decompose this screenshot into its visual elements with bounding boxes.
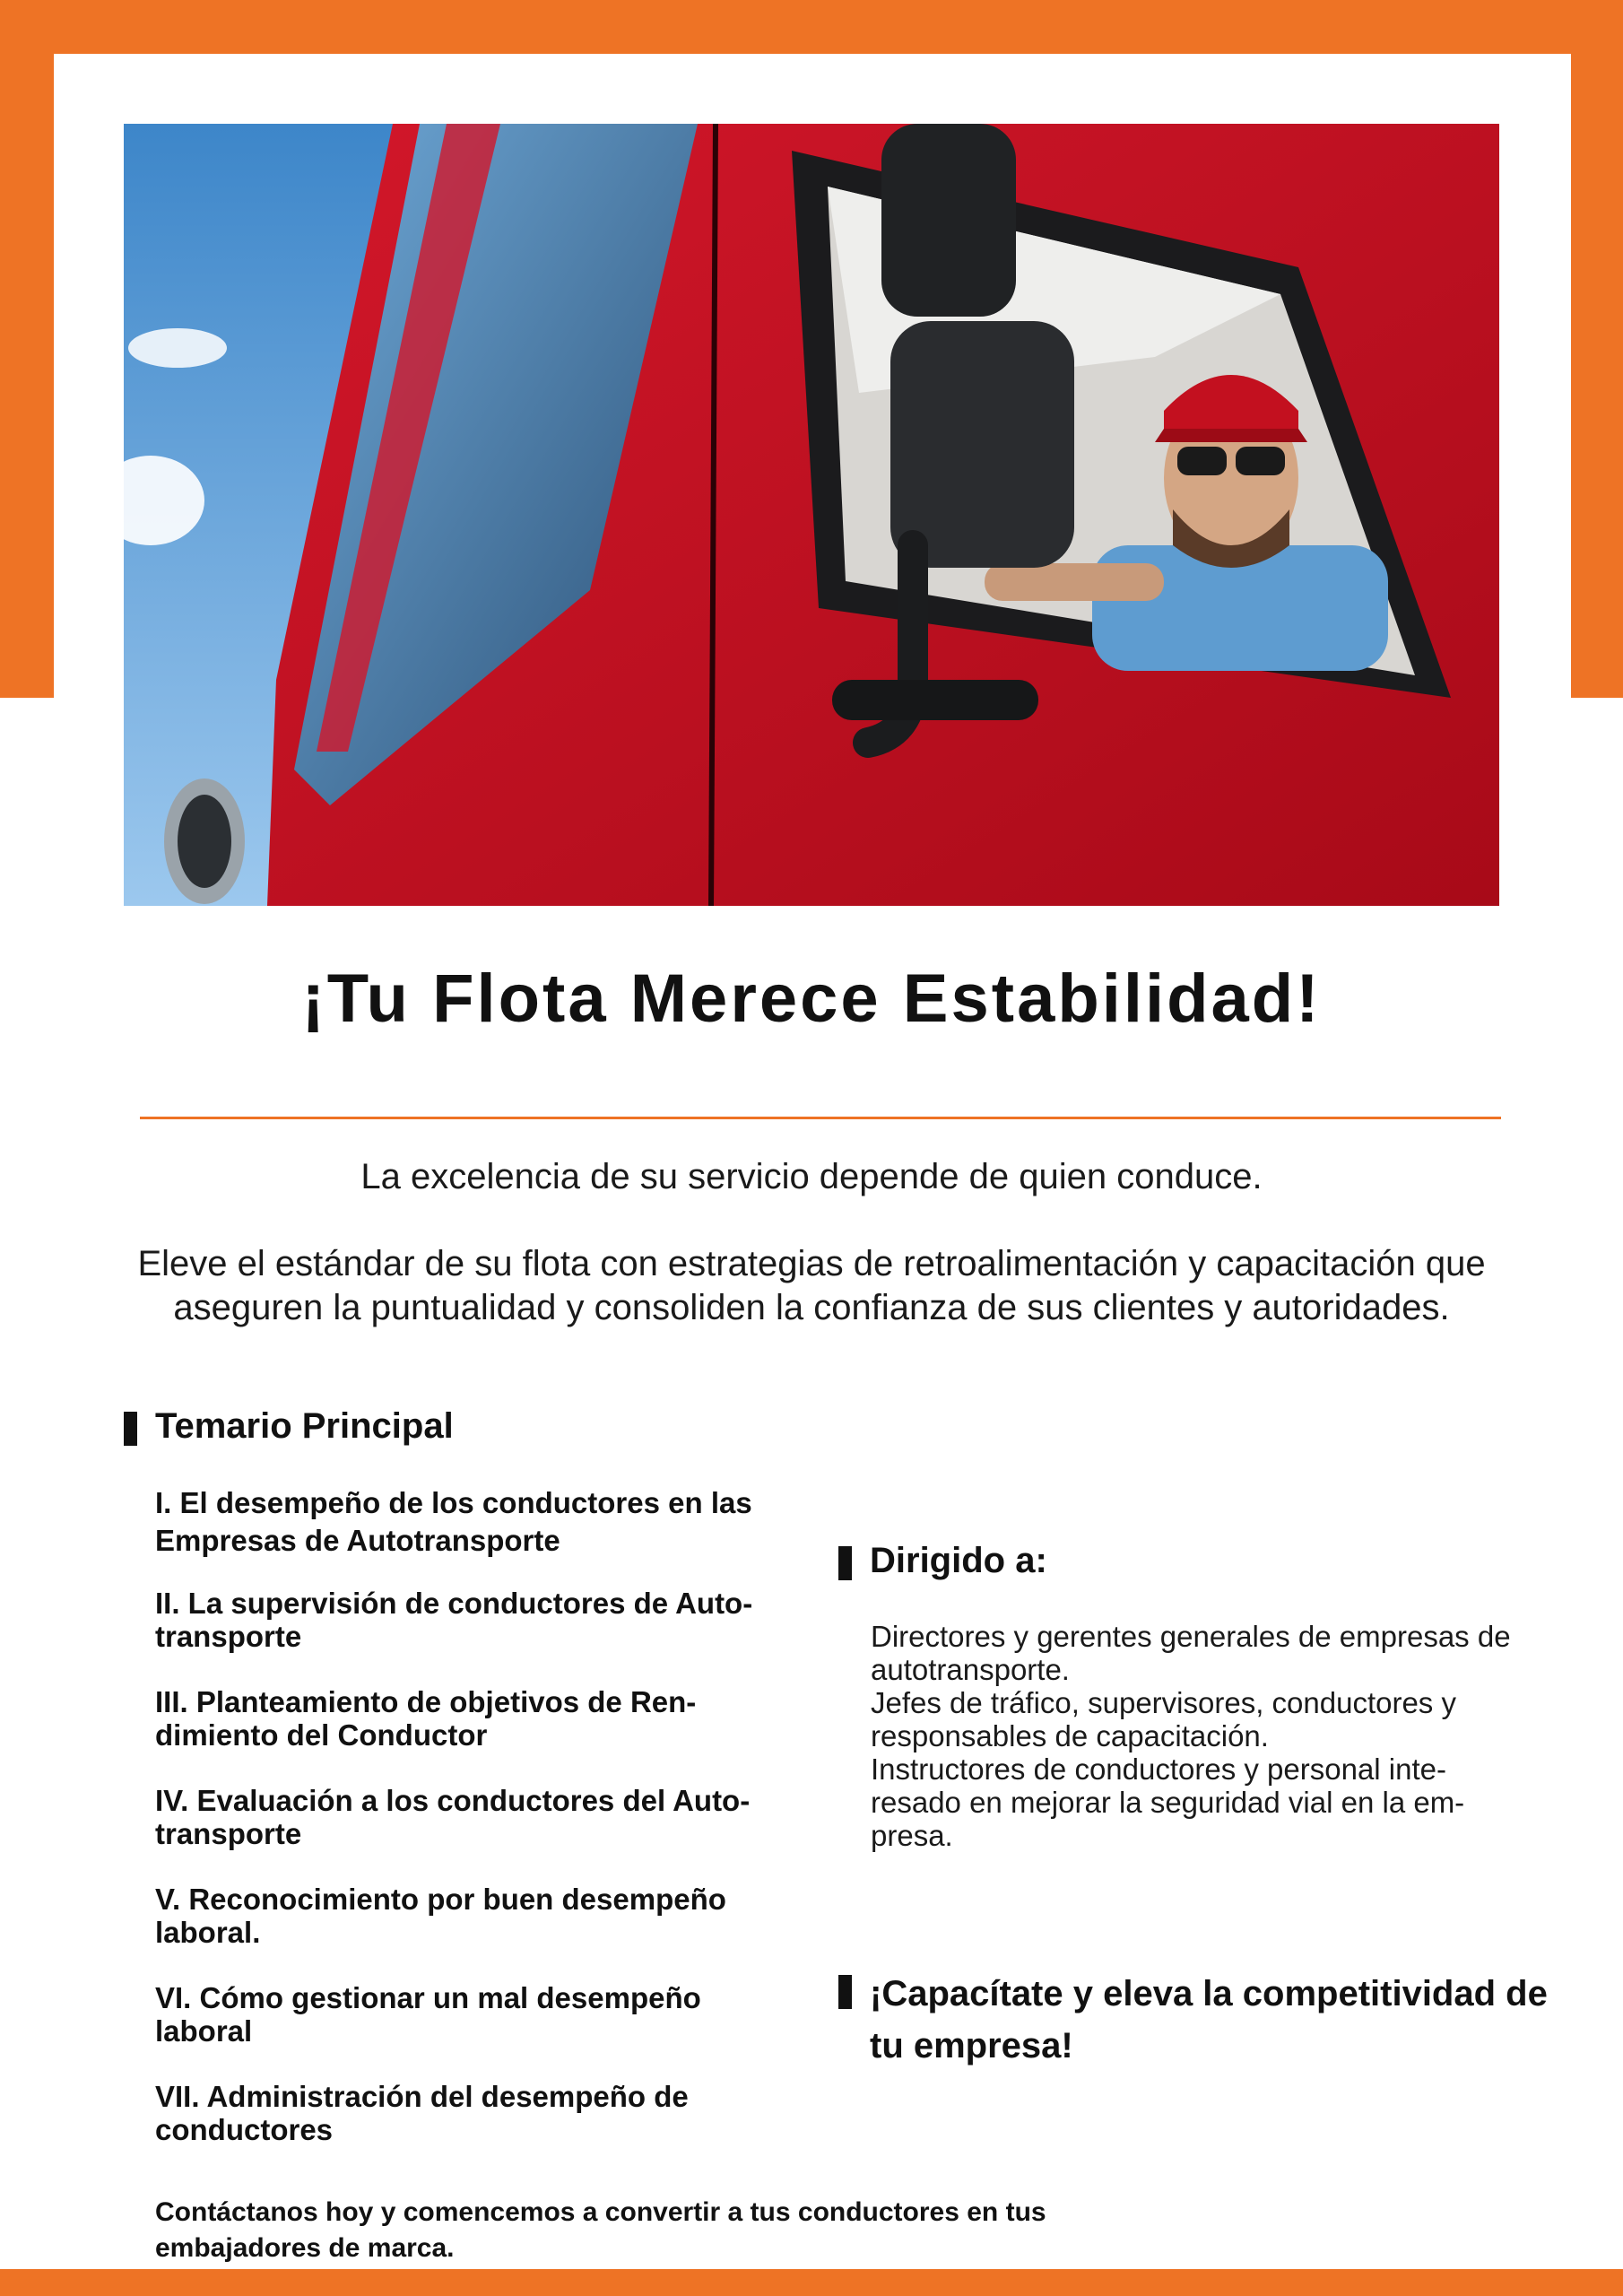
topic-item: II. La supervisión de conductores de Auto-transporte: [155, 1587, 753, 1653]
orange-top-border: [0, 0, 1623, 54]
audience-line: Directores y gerentes generales de empresas de autotransporte.: [871, 1620, 1511, 1686]
temario-heading: [155, 1406, 454, 1447]
audience-line: Instructores de conductores y personal inte-resado en mejorar la seguridad vial en la em-presa.: [871, 1752, 1465, 1852]
cta-heading-label: ¡Capacítate y eleva la competitividad de tu empresa!: [870, 1974, 1548, 2066]
topic-item: IV. Evaluación a los conductores del Auto-transporte: [155, 1784, 751, 1850]
audience-line: Jefes de tráfico, supervisores, conductores y responsables de capacitación.: [871, 1686, 1456, 1752]
heading-marker-icon: [838, 1975, 852, 2009]
topic-item: VI. Cómo gestionar un mal desempeño laboral: [155, 1981, 701, 2048]
truck-illustration: [124, 124, 1499, 906]
orange-left-border: [0, 0, 54, 698]
intro-text: Eleve el estándar de su flota con estrategias de retroalimentación y capacitación que aseguren la puntualidad y consoliden la confianza de sus clientes y autoridades.: [137, 1244, 1486, 1327]
heading-marker-icon: [124, 1412, 137, 1446]
title-divider: [140, 1117, 1501, 1119]
dirigido-heading: [870, 1541, 1047, 1581]
topic-item: V. Reconocimiento por buen desempeño laboral.: [155, 1883, 726, 1949]
contact-text: Contáctanos hoy y comencemos a convertir a tus conductores en tus embajadores de marca.: [155, 2197, 1046, 2263]
topic-item: I. El desempeño de los conductores en las Empresas de Autotransporte: [155, 1486, 752, 1557]
orange-right-border: [1571, 0, 1623, 698]
heading-marker-icon: [838, 1546, 852, 1580]
hero-truck-driver-photo: [124, 124, 1499, 906]
audience-list: [871, 1620, 1534, 1852]
lead-text: La excelencia de su servicio depende de quien conduce.: [360, 1157, 1263, 1196]
temario-list: [155, 1484, 801, 2179]
temario-heading-label: Temario Principal: [155, 1406, 454, 1446]
orange-bottom-border: [0, 2269, 1623, 2296]
cta-heading: [870, 1968, 1551, 2072]
topic-item: VII. Administración del desempeño de conductores: [155, 2080, 689, 2146]
page-title: ¡Tu Flota Merece Estabilidad!: [301, 961, 1322, 1037]
topic-item: III. Planteamiento de objetivos de Ren-dimiento del Conductor: [155, 1685, 697, 1752]
dirigido-heading-label: Dirigido a:: [870, 1541, 1047, 1580]
